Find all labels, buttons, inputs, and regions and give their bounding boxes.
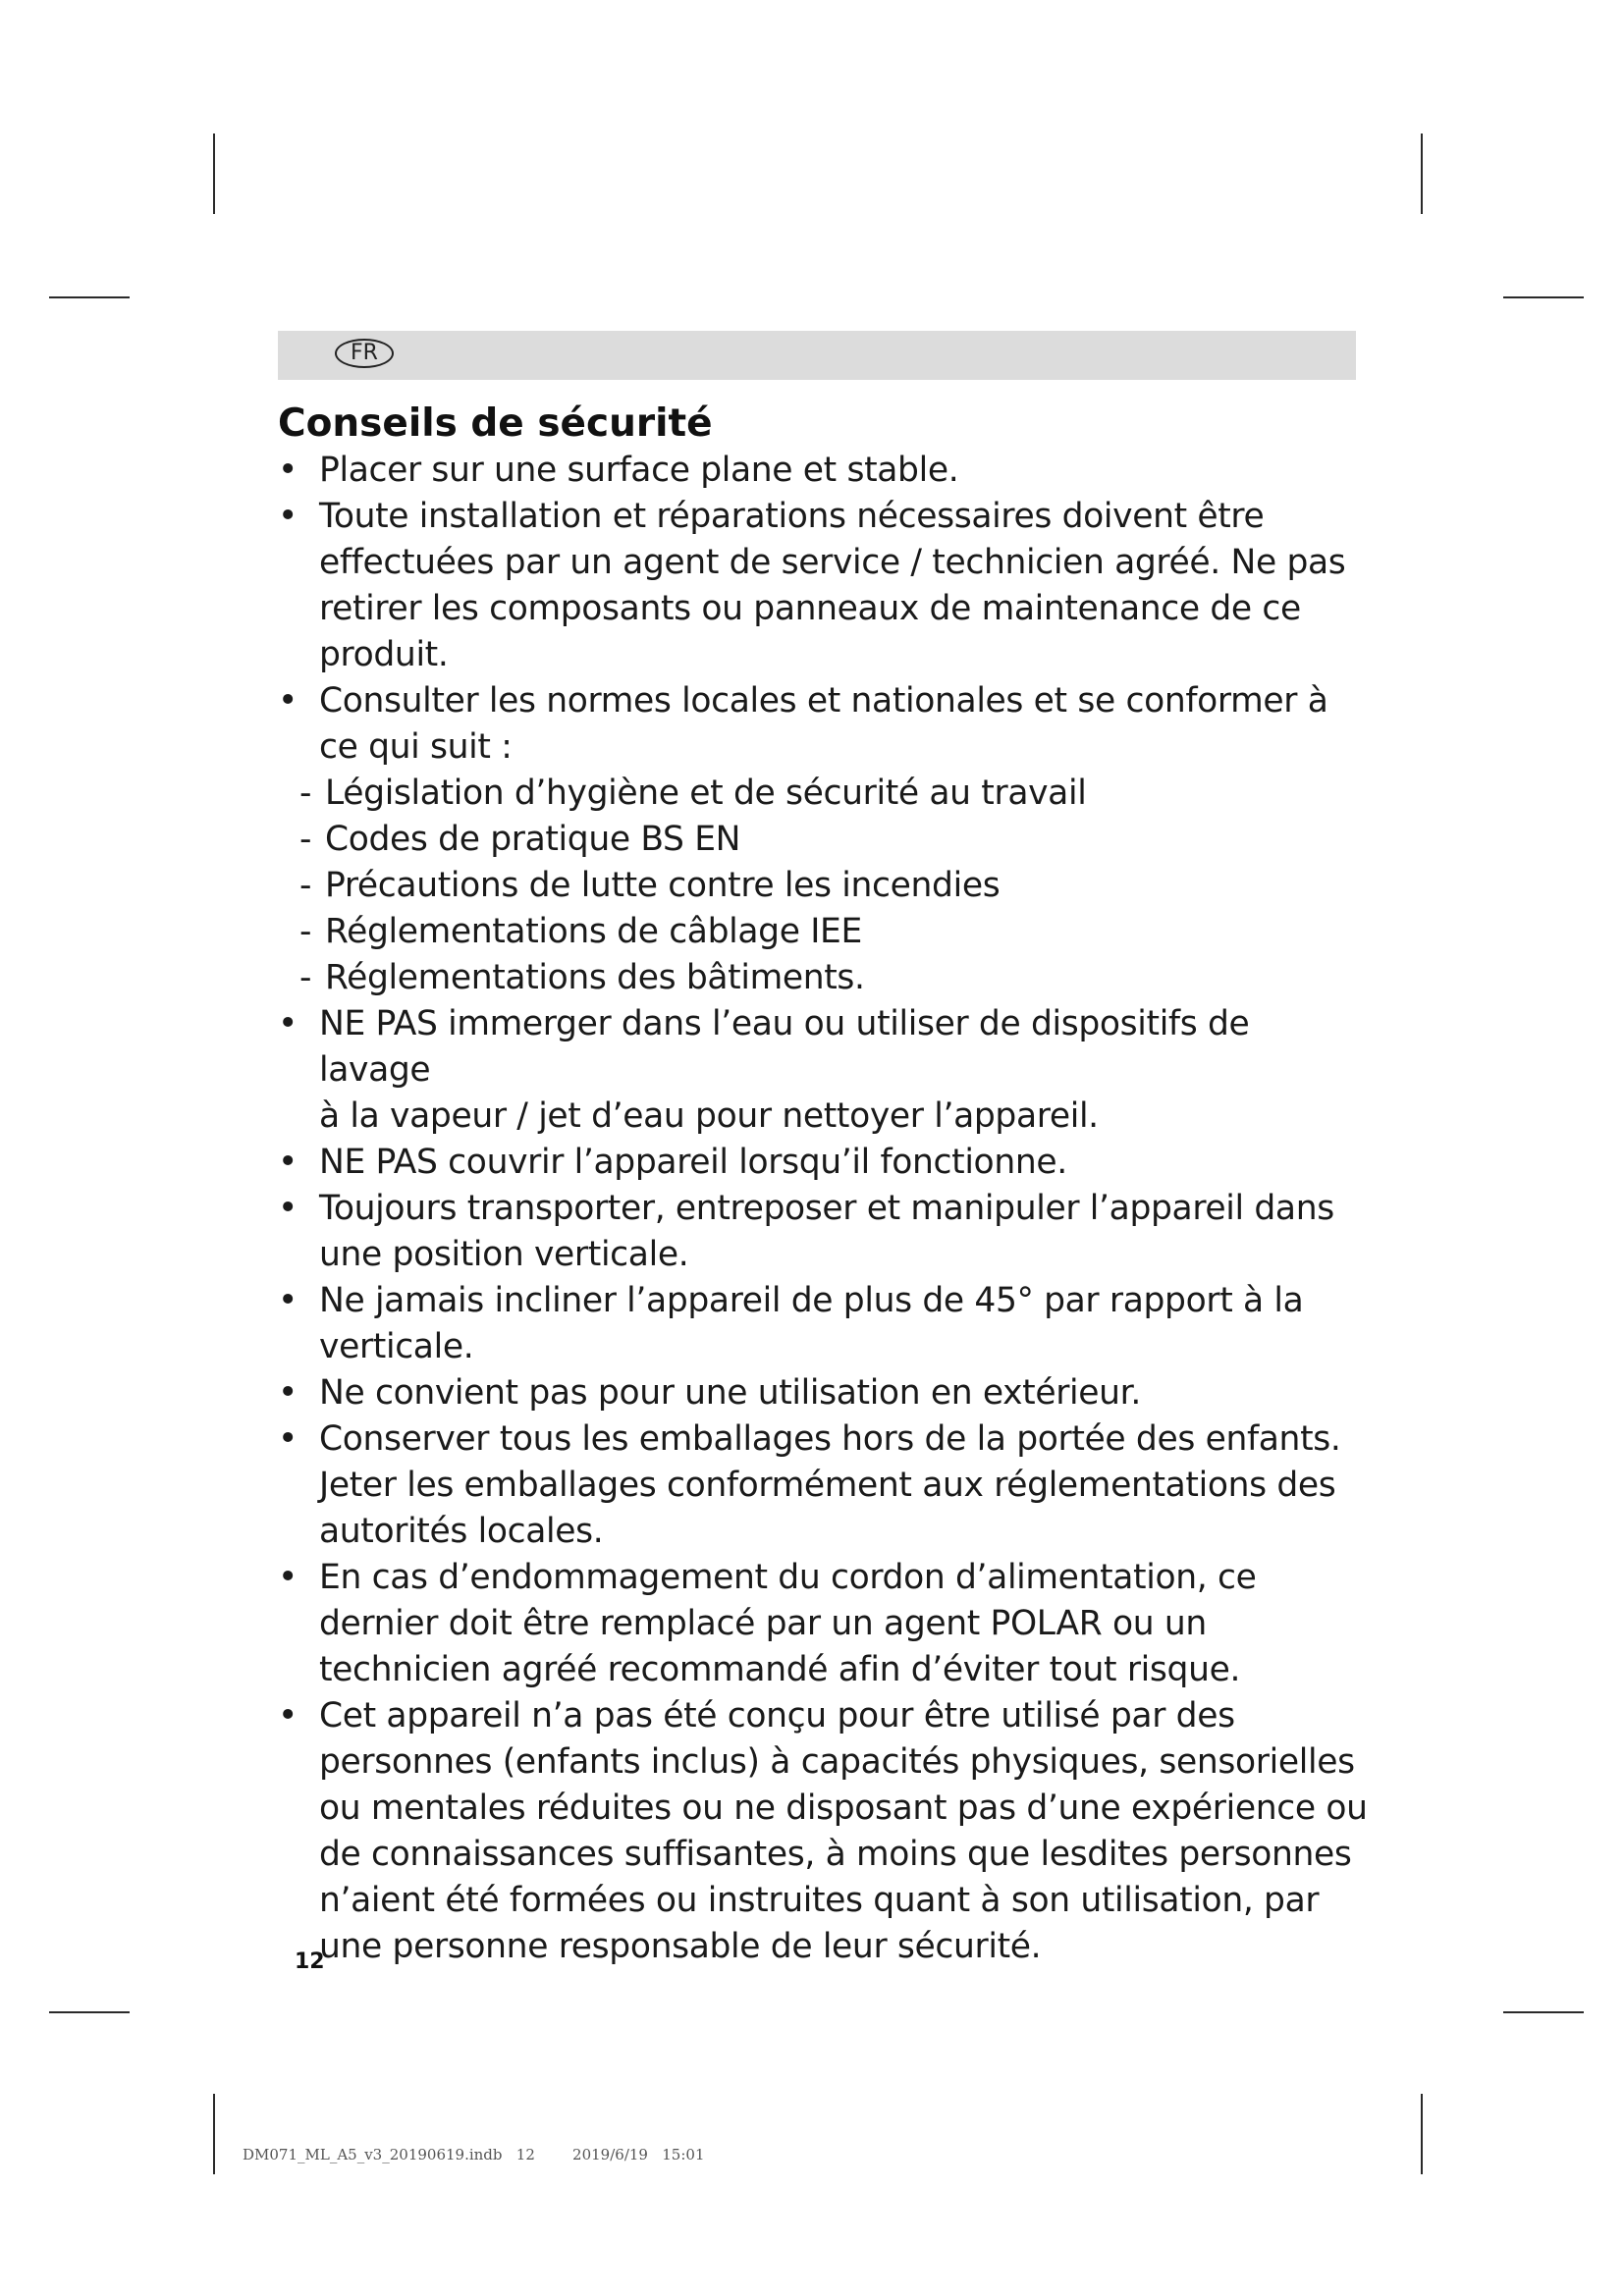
crop-mark [213,2094,215,2174]
text-line: ce qui suit : [319,727,513,767]
sub-list-item [278,771,1368,817]
dash-marker: - [299,958,312,997]
text-line: une position verticale. [319,1235,689,1274]
print-slug: DM071_ML_A5_v3_20190619.indb 12 2019/6/19 15:01 [243,2146,705,2163]
text-line: Ne convient pas pour une utilisation en extérieur. [319,1373,1141,1413]
text-line: retirer les composants ou panneaux de maintenance de ce [319,589,1301,628]
text-line: Toute installation et réparations nécessaires doivent être [319,497,1265,536]
sub-list-item [278,817,1368,863]
text-line: personnes (enfants inclus) à capacités physiques, sensorielles [319,1742,1355,1782]
crop-mark [213,133,215,214]
bullet-marker: • [278,1696,298,1735]
text-line: Codes de pratique BS EN [325,820,741,859]
text-line: effectuées par un agent de service / technicien agréé. Ne pas [319,543,1346,582]
text-line: Précautions de lutte contre les incendies [325,866,1001,905]
text-line: En cas d’endommagement du cordon d’alimentation, ce [319,1558,1257,1597]
text-line: NE PAS couvrir l’appareil lorsqu’il fonctionne. [319,1143,1067,1182]
bullet-marker: • [278,497,298,536]
list-item [278,1001,1368,1140]
crop-mark [1421,2094,1423,2174]
crop-mark [1503,2011,1584,2013]
text-line: une personne responsable de leur sécurité. [319,1927,1042,1966]
dash-marker: - [299,866,312,905]
list-item [278,678,1368,771]
sub-list-item [278,955,1368,1001]
text-line: NE PAS immerger dans l’eau ou utiliser de dispositifs de lavage [319,1004,1250,1090]
text-line: à la vapeur / jet d’eau pour nettoyer l’appareil. [319,1096,1099,1136]
text-line: dernier doit être remplacé par un agent POLAR ou un [319,1604,1207,1643]
bullet-marker: • [278,451,298,490]
list-item [278,1370,1368,1416]
text-line: Consulter les normes locales et nationales et se conformer à [319,681,1328,721]
bullet-marker: • [278,1189,298,1228]
text-line: Placer sur une surface plane et stable. [319,451,959,490]
text-line: Ne jamais incliner l’appareil de plus de 45° par rapport à la [319,1281,1304,1320]
bullet-marker: • [278,1558,298,1597]
section-title: Conseils de sécurité [278,401,713,446]
text-line: n’aient été formées ou instruites quant à son utilisation, par [319,1881,1320,1920]
safety-advice-list [278,448,1368,1970]
text-line: de connaissances suffisantes, à moins que lesdites personnes [319,1835,1352,1874]
list-item [278,1186,1368,1278]
sub-list-item [278,909,1368,955]
bullet-marker: • [278,1419,298,1459]
text-line: Cet appareil n’a pas été conçu pour être utilisé par des [319,1696,1235,1735]
list-item [278,1416,1368,1555]
list-item [278,1693,1368,1970]
crop-mark [49,296,130,298]
language-badge: FR [335,339,394,368]
bullet-marker: • [278,1143,298,1182]
dash-marker: - [299,774,312,813]
text-line: Conserver tous les emballages hors de la portée des enfants. [319,1419,1341,1459]
list-item [278,448,1368,494]
text-line: technicien agréé recommandé afin d’éviter tout risque. [319,1650,1241,1689]
page-number: 12 [295,1949,325,1974]
list-item [278,1278,1368,1370]
crop-mark [1421,133,1423,214]
bullet-marker: • [278,1004,298,1043]
text-line: ou mentales réduites ou ne disposant pas d’une expérience ou [319,1789,1368,1828]
text-line: Réglementations des bâtiments. [325,958,865,997]
bullet-marker: • [278,1281,298,1320]
dash-marker: - [299,820,312,859]
language-header-bar [278,331,1356,380]
text-line: produit. [319,635,449,674]
text-line: autorités locales. [319,1512,604,1551]
crop-mark [1503,296,1584,298]
text-line: Jeter les emballages conformément aux réglementations des [319,1466,1336,1505]
text-line: verticale. [319,1327,474,1366]
text-line: Législation d’hygiène et de sécurité au travail [325,774,1087,813]
bullet-marker: • [278,1373,298,1413]
text-line: Réglementations de câblage IEE [325,912,862,951]
crop-mark [49,2011,130,2013]
bullet-marker: • [278,681,298,721]
sub-list-item [278,863,1368,909]
list-item [278,1140,1368,1186]
list-item [278,494,1368,678]
dash-marker: - [299,912,312,951]
text-line: Toujours transporter, entreposer et manipuler l’appareil dans [319,1189,1334,1228]
list-item [278,1555,1368,1693]
